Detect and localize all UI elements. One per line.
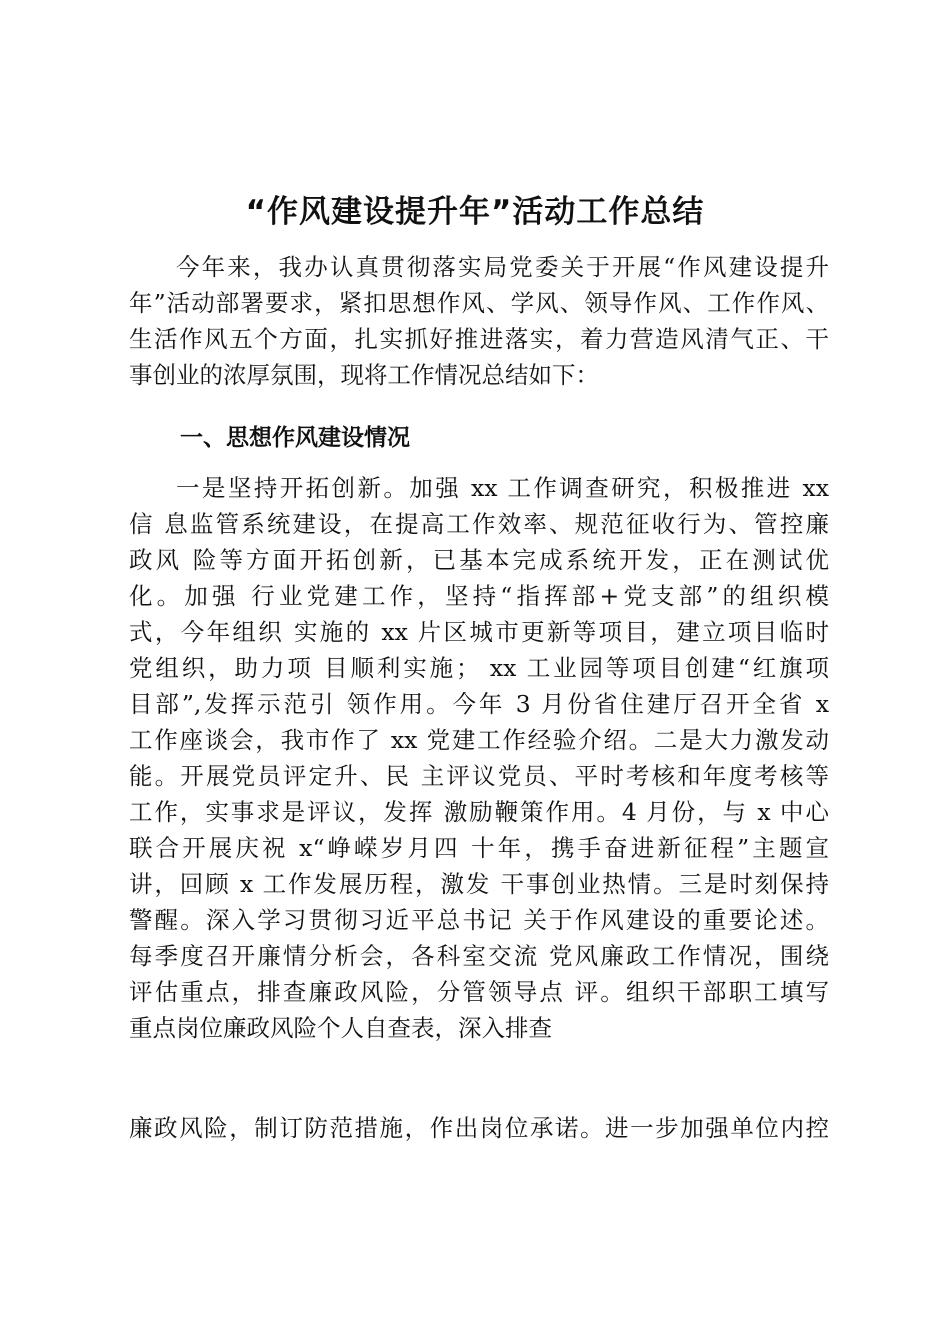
body-line: 一是坚持开拓创新。加强 xx 工作调查研究，积极推进 xx bbox=[176, 474, 829, 502]
section-heading: 一、思想作风建设情况 bbox=[180, 425, 410, 451]
continuation-paragraph bbox=[129, 1110, 829, 1146]
body-line: 信 息监管系统建设，在提高工作效率、规范征收行为、管控廉 bbox=[129, 510, 829, 538]
body-line: 目部”,发挥示范引 领作用。今年 3 月份省住建厅召开全省 x bbox=[129, 690, 829, 718]
body-line: 每季度召开廉情分析会，各科室交流 党风廉政工作情况，围绕 bbox=[129, 942, 829, 970]
intro-paragraph bbox=[129, 249, 829, 393]
body-line: 工作座谈会，我市作了 xx 党建工作经验介绍。二是大力激发动 bbox=[129, 726, 829, 754]
body-line: 化。加强 行业党建工作，坚持“指挥部+党支部”的组织模 bbox=[129, 582, 830, 610]
intro-line: 生活作风五个方面，扎实抓好推进落实，着力营造风清气正、干 bbox=[129, 325, 829, 353]
intro-line: 今年来，我办认真贯彻落实局党委关于开展“作风建设提升 bbox=[176, 253, 829, 281]
body-line: 能。开展党员评定升、民 主评议党员、平时考核和年度考核等 bbox=[129, 762, 829, 790]
intro-line: 年”活动部署要求，紧扣思想作风、学风、领导作风、工作作风、 bbox=[129, 289, 829, 317]
body-line: 政风 险等方面开拓创新，已基本完成系统开发，正在测试优 bbox=[129, 546, 829, 574]
body-line: 讲，回顾 x 工作发展历程，激发 干事创业热情。三是时刻保持 bbox=[129, 870, 829, 898]
body-line: 党组织，助力项 目顺利实施； xx 工业园等项目创建“红旗项 bbox=[129, 654, 829, 682]
body-line: 重点岗位廉政风险个人自查表，深入排查 bbox=[129, 1014, 552, 1042]
document-title: “作风建设提升年”活动工作总结 bbox=[245, 194, 705, 230]
body-line: 工作，实事求是评议，发挥 激励鞭策作用。4 月份，与 x 中心 bbox=[129, 798, 829, 826]
section-paragraph bbox=[129, 470, 829, 1046]
body-line: 警醒。深入学习贯彻习近平总书记 关于作风建设的重要论述。 bbox=[129, 906, 829, 934]
body-line: 评估重点，排查廉政风险，分管领导点 评。组织干部职工填写 bbox=[129, 978, 829, 1006]
intro-line: 事创业的浓厚氛围，现将工作情况总结如下： bbox=[129, 361, 599, 389]
body-line: 式，今年组织 实施的 xx 片区城市更新等项目，建立项目临时 bbox=[129, 618, 829, 646]
body-line: 联合开展庆祝 x“峥嵘岁月四 十年，携手奋进新征程”主题宣 bbox=[129, 834, 829, 862]
body-line: 廉政风险，制订防范措施，作出岗位承诺。进一步加强单位内控 bbox=[129, 1114, 829, 1142]
